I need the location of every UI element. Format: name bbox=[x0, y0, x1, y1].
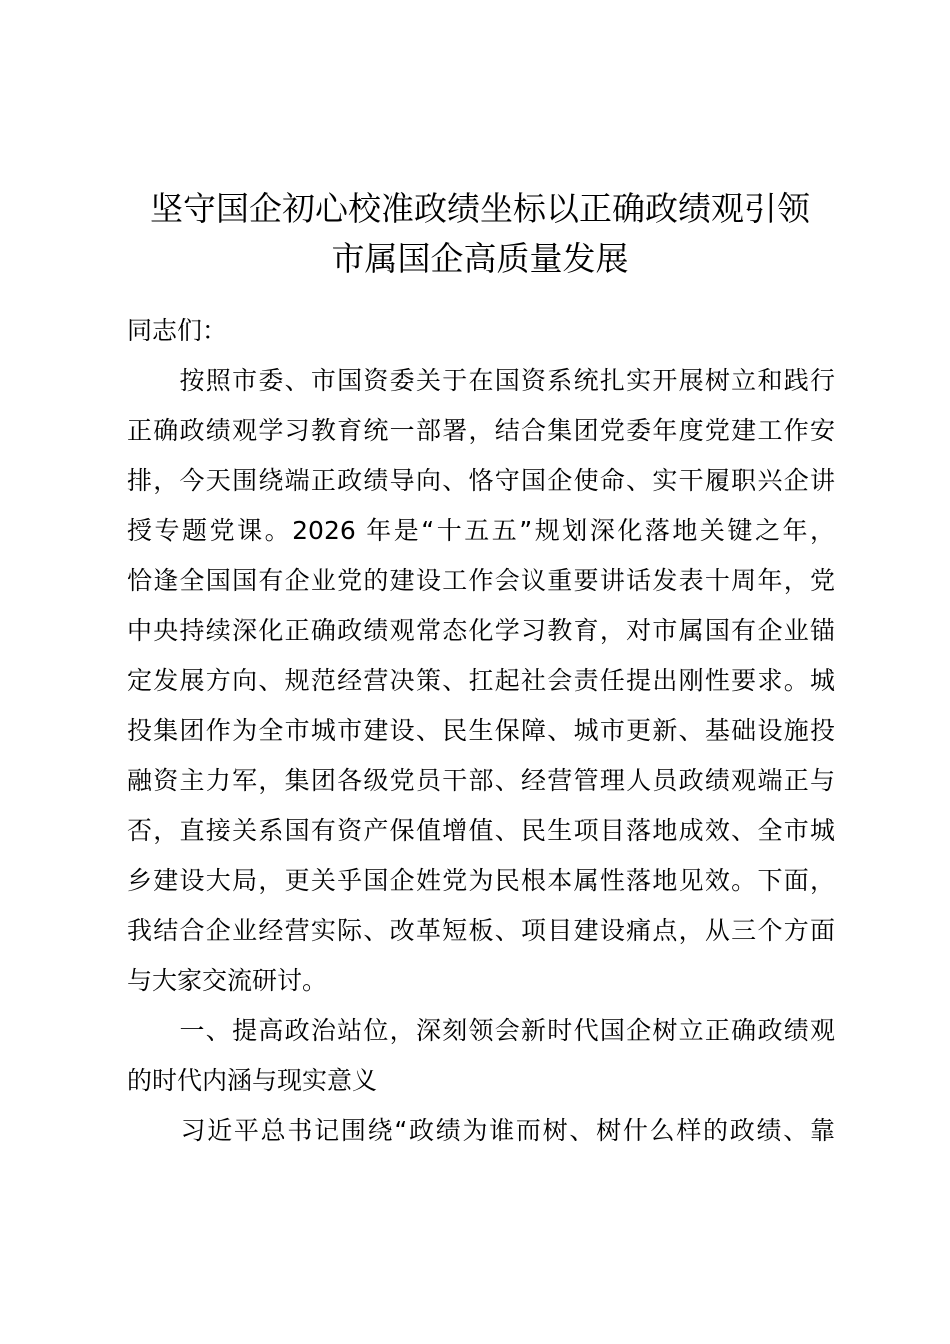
paragraph-2-line: 习近平总书记围绕“政绩为谁而树、树什么样的政绩、靠 bbox=[127, 1116, 835, 1145]
paragraph-1-line: 按照市委、市国资委关于在国资系统扎实开展树立和践行 bbox=[127, 366, 835, 395]
section-heading-1: 一、提高政治站位，深刻领会新时代国企树立正确政绩观 bbox=[127, 1016, 835, 1045]
paragraph-1-line: 我结合企业经营实际、改革短板、项目建设痛点，从三个方面 bbox=[127, 916, 835, 945]
section-heading-1: 的时代内涵与现实意义 bbox=[127, 1066, 378, 1095]
paragraph-1-line: 投集团作为全市城市建设、民生保障、城市更新、基础设施投 bbox=[127, 716, 835, 745]
salutation: 同志们： bbox=[127, 316, 228, 345]
paragraph-1-line: 正确政绩观学习教育统一部署，结合集团党委年度党建工作安 bbox=[127, 416, 835, 445]
paragraph-1-line: 中央持续深化正确政绩观常态化学习教育，对市属国有企业锚 bbox=[127, 616, 835, 645]
paragraph-1-line: 否，直接关系国有资产保值增值、民生项目落地成效、全市城 bbox=[127, 816, 835, 845]
paragraph-1-line: 恰逢全国国有企业党的建设工作会议重要讲话发表十周年，党 bbox=[127, 566, 835, 595]
paragraph-1-line: 定发展方向、规范经营决策、扛起社会责任提出刚性要求。城 bbox=[127, 666, 835, 695]
paragraph-1-line: 融资主力军，集团各级党员干部、经营管理人员政绩观端正与 bbox=[127, 766, 835, 795]
paragraph-1-line: 授专题党课。2026 年是“十五五”规划深化落地关键之年， bbox=[127, 516, 835, 545]
paragraph-1-line: 与大家交流研讨。 bbox=[127, 966, 328, 995]
document-title-line-1: 坚守国企初心校准政绩坐标以正确政绩观引领 bbox=[150, 189, 810, 228]
paragraph-1-line: 排，今天围绕端正政绩导向、恪守国企使命、实干履职兴企讲 bbox=[127, 466, 835, 495]
document-title-line-2: 市属国企高质量发展 bbox=[331, 239, 629, 278]
paragraph-1-line: 乡建设大局，更关乎国企姓党为民根本属性落地见效。下面， bbox=[127, 866, 835, 895]
